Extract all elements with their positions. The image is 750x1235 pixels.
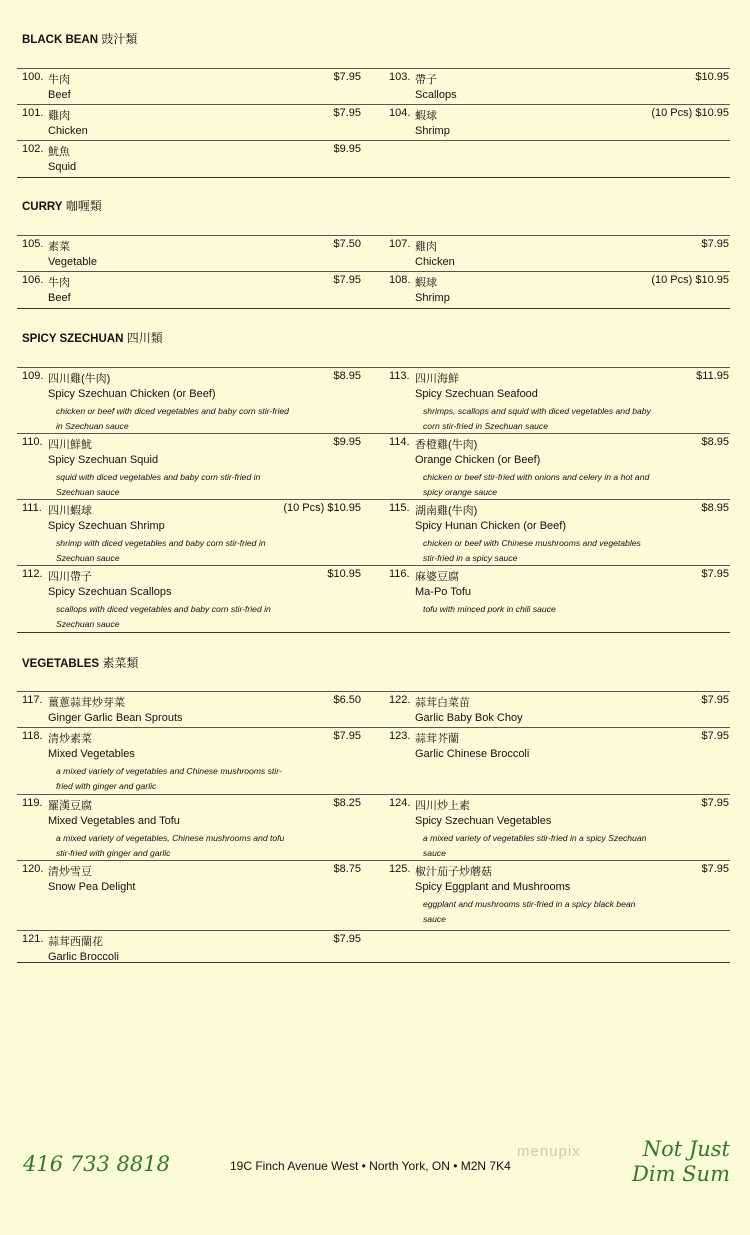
item-description: squid with diced vegetables and baby corn stir-fried in Szechuan sauce [56, 472, 261, 497]
item-number: 115. [389, 502, 410, 514]
brand-line-1: Not Just [642, 1137, 730, 1161]
item-name-en: Garlic Broccoli [48, 951, 119, 963]
item-name-en: Spicy Hunan Chicken (or Beef) [415, 520, 567, 532]
item-price: $7.95 [701, 863, 729, 875]
menu-item[interactable] [17, 69, 373, 105]
menu-item[interactable] [17, 500, 373, 566]
item-name-en: Orange Chicken (or Beef) [415, 454, 541, 466]
item-name-en: Mixed Vegetables and Tofu [48, 815, 180, 827]
item-price: $7.50 [333, 238, 361, 250]
item-name-cn: 清炒雪豆 [48, 866, 92, 878]
table-row [17, 68, 730, 105]
item-name-en: Beef [48, 292, 71, 304]
menu-item[interactable] [384, 795, 730, 861]
item-name-en: Squid [48, 161, 77, 173]
section-title [22, 197, 102, 214]
item-name-cn: 四川雞(牛肉) [48, 373, 111, 385]
item-price: $7.95 [701, 238, 729, 250]
item-number: 121. [22, 933, 44, 945]
item-number: 103. [389, 71, 411, 83]
item-description: a mixed variety of vegetables and Chinese mushrooms stir-fried with ginger and garlic [56, 766, 282, 791]
item-name-cn: 四川帶子 [48, 571, 92, 583]
watermark: menupix [517, 1143, 581, 1160]
item-description: chicken or beef stir-fried with onions and celery in a hot and spicy orange sauce [423, 472, 650, 497]
menu-item[interactable] [384, 105, 730, 141]
table-row [17, 235, 730, 272]
item-number: 105. [22, 238, 44, 250]
item-name-cn: 羅漢豆腐 [48, 800, 92, 812]
section-title-en: SPICY SZECHUAN [22, 333, 124, 345]
table-row [17, 140, 730, 178]
menu-item[interactable] [17, 141, 373, 177]
item-number: 109. [22, 370, 44, 382]
menu-item[interactable] [384, 692, 730, 728]
item-number: 122. [389, 694, 411, 706]
item-name-en: Shrimp [415, 125, 450, 137]
item-name-cn: 雞肉 [415, 241, 437, 253]
item-description: shrimps, scallops and squid with diced vegetables and baby corn stir-fried in Szechuan sauce [423, 406, 651, 431]
item-name-en: Garlic Chinese Broccoli [415, 748, 530, 760]
item-number: 113. [389, 370, 410, 382]
item-price: $7.95 [701, 694, 729, 706]
item-name-en: Spicy Szechuan Shrimp [48, 520, 165, 532]
item-number: 116. [389, 568, 410, 580]
menu-item[interactable] [17, 795, 373, 861]
section-title-en: CURRY [22, 201, 63, 213]
menu-item[interactable] [17, 434, 373, 500]
item-description: chicken or beef with Chinese mushrooms and vegetables stir-fried in a spicy sauce [423, 538, 641, 563]
item-number: 114. [389, 436, 410, 448]
section-title-en: VEGETABLES [22, 658, 100, 670]
item-name-cn: 香橙雞(牛肉) [415, 439, 478, 451]
table-row [17, 271, 730, 309]
table-row [17, 565, 730, 633]
item-price: $10.95 [695, 71, 729, 83]
item-name-cn: 蝦球 [415, 110, 437, 122]
item-name-en: Spicy Szechuan Vegetables [415, 815, 552, 827]
item-description: chicken or beef with diced vegetables and baby corn stir-fried in Szechuan sauce [56, 406, 289, 431]
item-name-en: Mixed Vegetables [48, 748, 135, 760]
item-number: 110. [22, 436, 43, 448]
item-price: $8.95 [701, 502, 729, 514]
menu-item[interactable] [17, 692, 373, 728]
section-title [22, 654, 138, 671]
item-name-en: Shrimp [415, 292, 450, 304]
item-number: 112. [22, 568, 43, 580]
menu-item[interactable] [384, 236, 730, 272]
menu-item[interactable] [384, 728, 730, 795]
item-name-cn: 帶子 [415, 74, 437, 86]
item-name-cn: 椒汁茄子炒蘑菇 [415, 866, 492, 878]
item-name-en: Chicken [48, 125, 88, 137]
item-name-en: Garlic Baby Bok Choy [415, 712, 523, 724]
item-name-cn: 四川炒上素 [415, 800, 470, 812]
item-name-en: Scallops [415, 89, 457, 101]
item-number: 118. [22, 730, 43, 742]
item-price: $7.95 [333, 71, 361, 83]
item-description: tofu with minced pork in chili sauce [423, 604, 556, 614]
section-title-cn: 素菜類 [102, 656, 139, 670]
item-description: scallops with diced vegetables and baby corn stir-fried in Szechuan sauce [56, 604, 271, 629]
item-name-cn: 雞肉 [48, 110, 70, 122]
item-price: $8.95 [701, 436, 729, 448]
table-row [17, 691, 730, 728]
item-price: $10.95 [327, 568, 361, 580]
table-row [17, 499, 730, 566]
item-name-en: Spicy Szechuan Chicken (or Beef) [48, 388, 216, 400]
item-price: (10 Pcs) $10.95 [283, 502, 361, 514]
item-price: $6.50 [333, 694, 361, 706]
item-name-en: Snow Pea Delight [48, 881, 136, 893]
section-title-cn: 四川類 [126, 331, 163, 345]
menu-item[interactable] [384, 368, 730, 434]
menu-item[interactable] [17, 236, 373, 272]
item-number: 100. [22, 71, 44, 83]
table-row [17, 794, 730, 861]
menu-item[interactable] [384, 272, 730, 308]
item-name-cn: 四川海鮮 [415, 373, 459, 385]
item-description: eggplant and mushrooms stir-fried in a spicy black bean sauce [423, 899, 636, 924]
item-number: 120. [22, 863, 44, 875]
section-title-cn: 咖喱類 [65, 199, 102, 213]
item-price: $8.75 [333, 863, 361, 875]
item-price: $7.95 [333, 730, 361, 742]
item-name-cn: 蒜茸西蘭花 [48, 936, 103, 948]
menu-item[interactable] [384, 861, 730, 931]
item-name-cn: 四川蝦球 [48, 505, 92, 517]
phone-number[interactable]: 416 733 8818 [23, 1152, 170, 1176]
item-price: $9.95 [333, 436, 361, 448]
item-name-cn: 蝦球 [415, 277, 437, 289]
menu-item[interactable] [17, 566, 373, 632]
item-name-en: Spicy Szechuan Squid [48, 454, 159, 466]
item-name-cn: 蒜茸白菜苗 [415, 697, 470, 709]
item-description: a mixed variety of vegetables stir-fried in a spicy Szechuan sauce [423, 833, 647, 858]
item-number: 107. [389, 238, 411, 250]
table-row [17, 930, 730, 963]
item-name-cn: 薑蔥蒜茸炒芽菜 [48, 697, 125, 709]
section-title [22, 329, 163, 346]
item-price: $7.95 [333, 107, 361, 119]
item-name-en: Beef [48, 89, 71, 101]
item-price: (10 Pcs) $10.95 [651, 107, 729, 119]
item-name-en: Chicken [415, 256, 455, 268]
item-number: 124. [389, 797, 411, 809]
table-row [17, 104, 730, 141]
item-price: $7.95 [333, 933, 361, 945]
section-title-en: BLACK BEAN [22, 34, 99, 46]
table-row [17, 860, 730, 931]
menu-item[interactable] [384, 69, 730, 105]
item-name-cn: 素菜 [48, 241, 70, 253]
item-name-cn: 湖南雞(牛肉) [415, 505, 478, 517]
item-number: 108. [389, 274, 411, 286]
item-number: 102. [22, 143, 44, 155]
item-price: (10 Pcs) $10.95 [651, 274, 729, 286]
item-price: $7.95 [701, 568, 729, 580]
menu-item[interactable] [17, 272, 373, 308]
item-number: 104. [389, 107, 411, 119]
item-number: 117. [22, 694, 43, 706]
item-description: a mixed variety of vegetables, Chinese mushrooms and tofu stir-fried with ginger and garlic [56, 833, 285, 858]
item-name-cn: 蒜茸芥蘭 [415, 733, 459, 745]
item-number: 119. [22, 797, 43, 809]
menu-item[interactable] [17, 861, 373, 931]
item-name-en: Spicy Szechuan Seafood [415, 388, 538, 400]
item-number: 101. [22, 107, 44, 119]
table-row [17, 727, 730, 795]
item-price: $7.95 [701, 797, 729, 809]
table-row [17, 433, 730, 500]
section-title [22, 30, 137, 47]
item-description: shrimp with diced vegetables and baby corn stir-fried in Szechuan sauce [56, 538, 266, 563]
item-price: $7.95 [333, 274, 361, 286]
item-name-en: Ginger Garlic Bean Sprouts [48, 712, 183, 724]
item-name-en: Spicy Szechuan Scallops [48, 586, 172, 598]
item-number: 106. [22, 274, 44, 286]
address: 19C Finch Avenue West • North York, ON • M2N 7K4 [230, 1159, 511, 1173]
item-price: $9.95 [333, 143, 361, 155]
menu-item[interactable] [17, 368, 373, 434]
item-name-cn: 魷魚 [48, 146, 70, 158]
item-name-cn: 四川鮮魷 [48, 439, 92, 451]
item-name-cn: 牛肉 [48, 277, 70, 289]
item-price: $7.95 [701, 730, 729, 742]
item-number: 125. [389, 863, 411, 875]
menu-item[interactable] [384, 566, 730, 632]
menu-item[interactable] [17, 931, 373, 962]
item-price: $8.25 [333, 797, 361, 809]
brand-logo [610, 1137, 730, 1187]
item-name-en: Vegetable [48, 256, 97, 268]
item-price: $8.95 [333, 370, 361, 382]
item-number: 123. [389, 730, 411, 742]
menu-item[interactable] [384, 500, 730, 566]
item-name-cn: 清炒素菜 [48, 733, 92, 745]
item-name-cn: 牛肉 [48, 74, 70, 86]
menu-item[interactable] [17, 105, 373, 141]
section-title-cn: 豉汁類 [101, 32, 138, 46]
brand-line-2: Dim Sum [632, 1162, 730, 1186]
menu-item[interactable] [17, 728, 373, 795]
table-row [17, 367, 730, 434]
item-name-en: Ma-Po Tofu [415, 586, 472, 598]
item-name-cn: 麻婆豆腐 [415, 571, 459, 583]
item-name-en: Spicy Eggplant and Mushrooms [415, 881, 571, 893]
menu-item[interactable] [384, 434, 730, 500]
item-number: 111. [22, 502, 42, 514]
item-price: $11.95 [696, 370, 729, 382]
